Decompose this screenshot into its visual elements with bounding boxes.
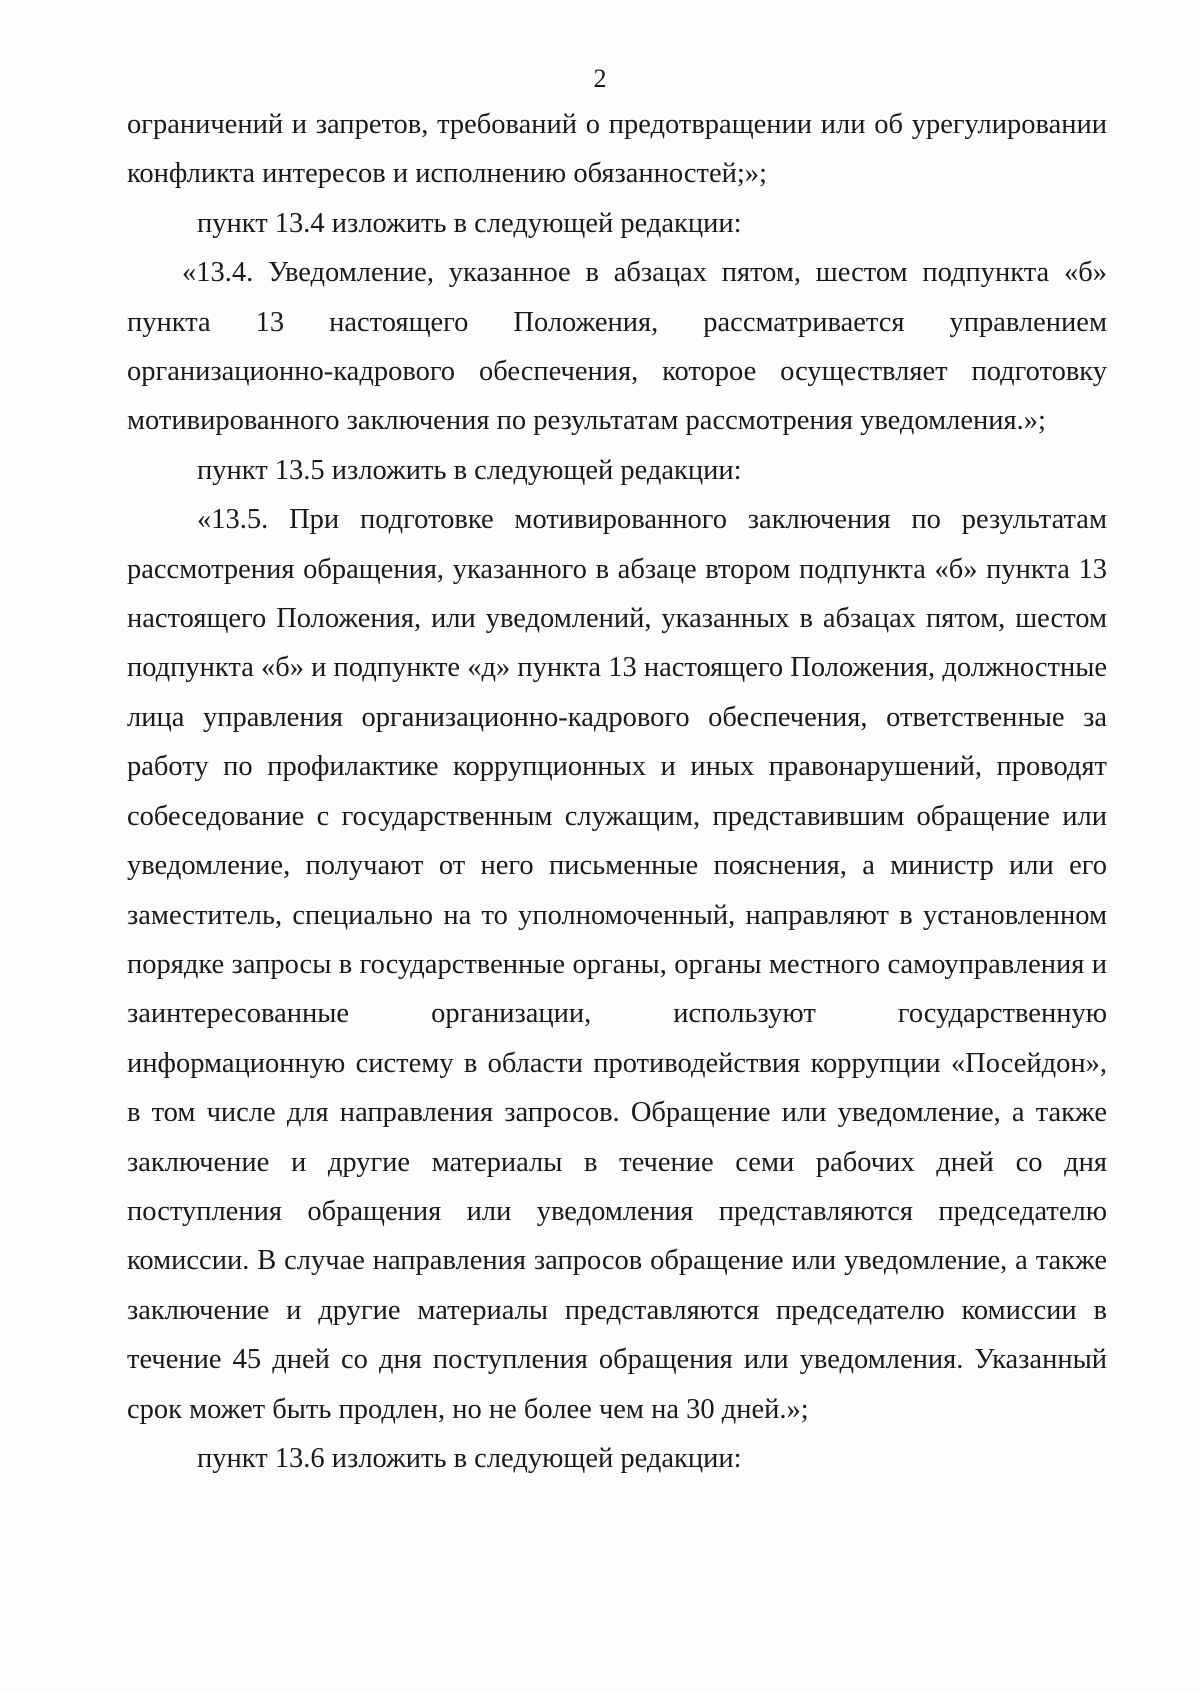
paragraph-clause-13-4: «13.4. Уведомление, указанное в абзацах пятом, шестом подпункта «б» пункта 13 настоящего Положения, рассматривается управлением организационно-кадрового обеспечения, которое осуществляет подготовку мотивированного заключения по результатам рассмотрения уведомления.»; xyxy=(127,257,1107,437)
paragraph-clause-13-5: «13.5. При подготовке мотивированного заключения по результатам рассмотрения обращения, указанного в абзаце втором подпункта «б» пункта 13 настоящего Положения, или уведомлений, указанных в абзацах пятом, шестом подпункта «б» и подпункте «д» пункта 13 настоящего Положения, должностные лица управления организационно-кадрового обеспечения, ответственные за работу по профилактике коррупционных и иных правонарушений, проводят собеседование с государственным служащим, представившим обращение или уведомление, получают от него письменные пояснения, а министр или его заместитель, специально на то уполномоченный, направляют в установленном порядке запросы в государственные органы, органы местного самоуправления и заинтересованные организации, используют государственную информационную систему в области противодействия коррупции «Посейдон», в том числе для направления запросов. Обращение или уведомление, а также заключение и другие материалы в течение семи рабочих дней со дня поступления обращения или уведомления представляются председателю комиссии. В случае направления запросов обращение или уведомление, а также заключение и другие материалы представляются председателю комиссии в течение 45 дней со дня поступления обращения или уведомления. Указанный срок может быть продлен, но не более чем на 30 дней.»; xyxy=(127,504,1107,1425)
paragraph-amend-13-4-instruction: пункт 13.4 изложить в следующей редакции: xyxy=(197,207,742,239)
paragraph-amend-13-5-instruction: пункт 13.5 изложить в следующей редакции: xyxy=(197,454,742,486)
document-body xyxy=(127,100,1107,1483)
paragraph-amend-13-6-instruction: пункт 13.6 изложить в следующей редакции: xyxy=(197,1442,742,1474)
paragraph-continuation: ограничений и запретов, требований о предотвращении или об урегулировании конфликта интересов и исполнению обязанностей;»; xyxy=(127,109,1107,190)
page-number: 2 xyxy=(593,64,607,93)
